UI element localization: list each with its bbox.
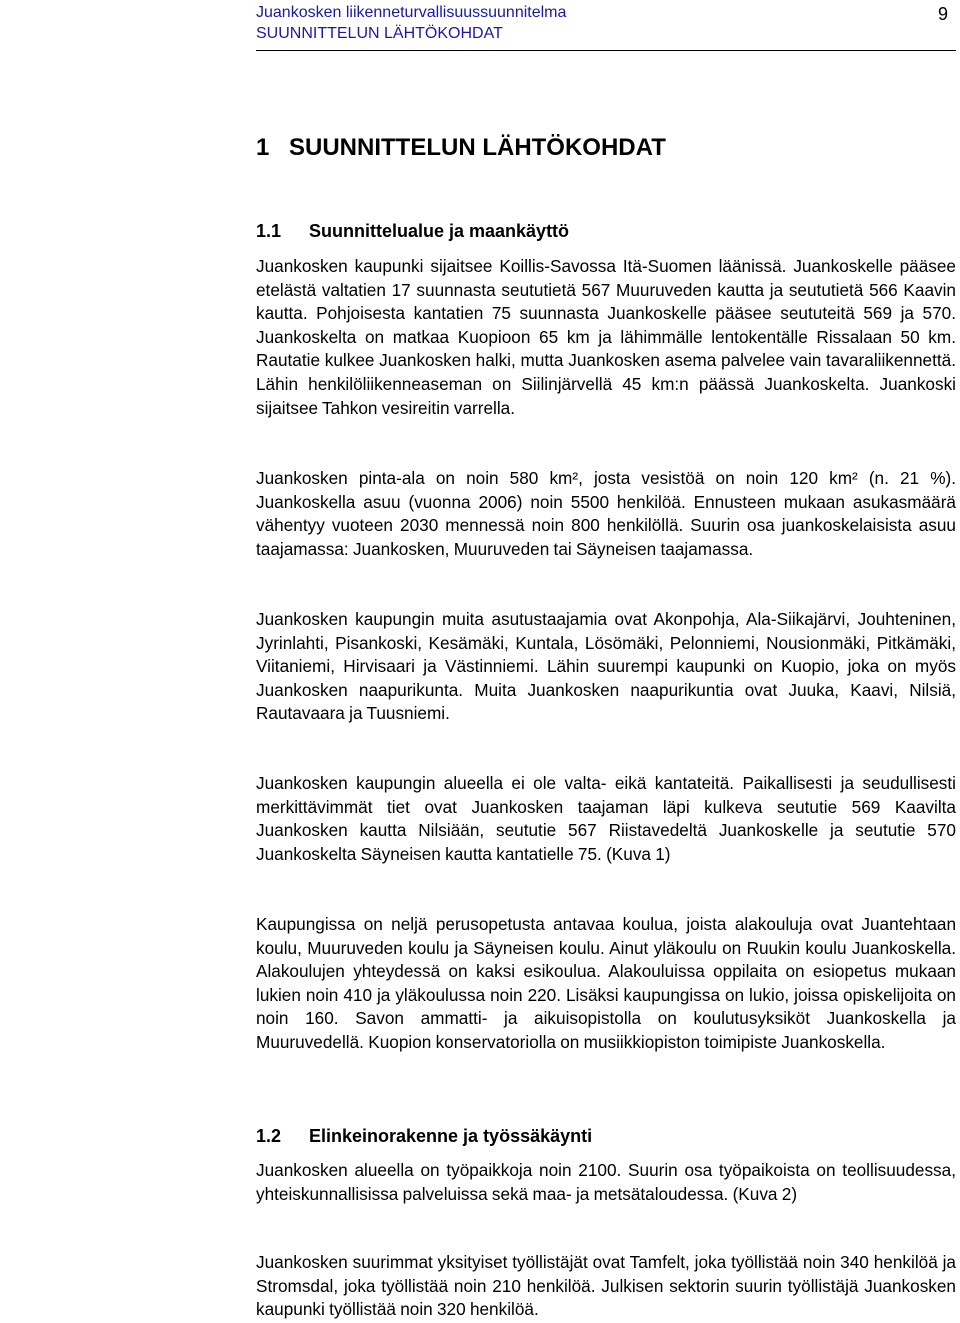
- section-title: Suunnittelualue ja maankäyttö: [309, 221, 570, 241]
- paragraph-text: Kaupungissa on neljä perusopetusta antavaa koulua, joista alakouluja ovat Juantehtaan koulu, Muuruveden koulu ja Säyneisen koulu. Ainut yläkoulu on Ruukin koulu Juankoskella. Alakoulujen yhteydessä on kaksi esikoulua. Alakouluissa oppilaita on esiopetus mukaan lukien noin 410 ja yläkoulussa noin 220. Lisäksi kaupungissa on lukio, joissa opiskelijoita on noin 160. Savon ammatti- ja aikuisopistolla on koulutusyksiköt Juankoskella ja Muuruvedellä. Kuopion konservatoriolla on musiikkiopiston toimipiste Juankoskella.: [256, 914, 956, 1052]
- paragraph-text: Juankosken pinta-ala on noin 580 km², josta vesistöä on noin 120 km² (n. 21 %). Juankoskella asuu (vuonna 2006) noin 5500 henkilöä. Ennusteen mukaan asukasmäärä vähentyy vuoteen 2030 mennessä noin 800 henkilöllä. Suurin osa juankoskelaisista asuu taajamassa: Juankosken, Muuruveden tai Säyneisen taajamassa.: [256, 468, 956, 559]
- chapter-title: SUUNNITTELUN LÄHTÖKOHDAT: [256, 25, 503, 42]
- paragraph: [256, 1159, 956, 1206]
- paragraph-text: Juankosken kaupunki sijaitsee Koillis-Savossa Itä-Suomen läänissä. Juankoskelle pääsee etelästä valtatien 17 suunnasta seututietä 567 Muuruveden kautta ja seututietä 566 Kaavin kautta. Pohjoisesta kantatien 75 suunnasta Juankoskelle pääsee seututeitä 569 ja 570. Juankoskelta on matkaa Kuopioon 65 km ja lähimmälle lentokentälle Rissalaan 50 km. Rautatie kulkee Juankosken halki, mutta Juankosken asema palvelee vain tavaraliikennettä. Lähin henkilöliikenneaseman on Siilinjärvellä 45 km:n päässä Juankoskelta. Juankoski sijaitsee Tahkon vesireitin varrella.: [256, 256, 956, 418]
- paragraph: [256, 608, 956, 726]
- paragraph-text: Juankosken suurimmat yksityiset työllistäjät ovat Tamfelt, joka työllistää noin 340 henkilöä ja Stromsdal, joka työllistää noin 210 henkilöä. Julkisen sektorin suurin työllistäjä Juankosken kaupunki työllistää noin 320 henkilöä.: [256, 1252, 956, 1320]
- section-number: 1: [256, 134, 270, 161]
- paragraph: [256, 467, 956, 561]
- paragraph: [256, 913, 956, 1055]
- paragraph: [256, 255, 956, 420]
- page-header: [256, 2, 956, 51]
- paragraph-text: Juankosken alueella on työpaikkoja noin 2100. Suurin osa työpaikoista on teollisuudessa, yhteiskunnallisissa palveluissa sekä maa- ja metsätaloudessa. (Kuva 2): [256, 1160, 956, 1204]
- paragraph-text: Juankosken kaupungin muita asutustaajamia ovat Akonpohja, Ala-Siikajärvi, Jouhteninen, Jyrinlahti, Pisankoski, Kesämäki, Kuntala, Lösömäki, Pelonniemi, Nousionmäki, Pitkämäki, Viitaniemi, Hirvisaari ja Västinniemi. Lähin suurempi kaupunki on Kuopio, joka on myös Juankosken naapurikunta. Muita Juankosken naapurikuntia ovat Juuka, Kaavi, Nilsiä, Rautavaara ja Tuusniemi.: [256, 609, 956, 724]
- section-heading-1-2: [256, 1124, 592, 1148]
- paragraph: [256, 772, 956, 866]
- section-number: 1.2: [256, 1126, 282, 1146]
- section-number: 1.1: [256, 221, 282, 241]
- page-number: 9: [937, 4, 948, 24]
- paragraph: [256, 1251, 956, 1322]
- section-title: Elinkeinorakenne ja työssäkäynti: [309, 1126, 593, 1146]
- section-heading-1-1: [256, 219, 569, 243]
- section-heading-1: [256, 132, 666, 164]
- paragraph-text: Juankosken kaupungin alueella ei ole valta- eikä kantateitä. Paikallisesti ja seudullisesti merkittävimmät tiet ovat Juankosken taajaman läpi kulkeva seututie 569 Kaavilta Juankosken kautta Nilsiään, seututie 567 Riistavedeltä Juankoskelle ja seututie 570 Juankoskelta Säyneisen kautta kantatielle 75. (Kuva 1): [256, 773, 956, 864]
- document-title: Juankosken liikenneturvallisuussuunnitelma: [256, 4, 567, 21]
- section-title: SUUNNITTELUN LÄHTÖKOHDAT: [289, 134, 666, 161]
